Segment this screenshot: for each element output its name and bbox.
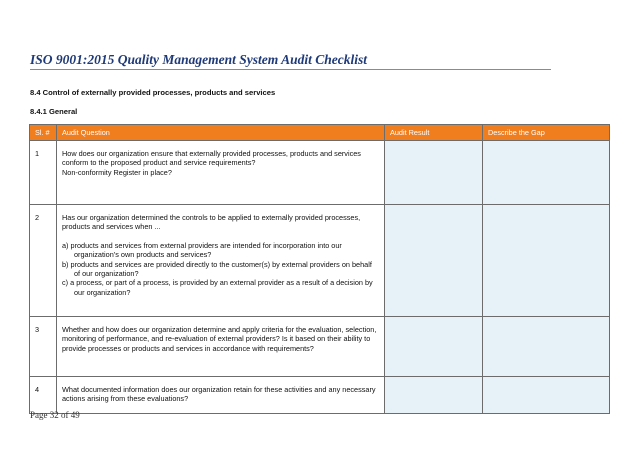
question-text: Non-conformity Register in place? [62, 167, 172, 177]
gap-description-cell[interactable] [483, 205, 610, 317]
table-row [30, 377, 610, 414]
header-describe-gap: Describe the Gap [483, 125, 610, 141]
title-divider [30, 69, 551, 70]
audit-result-cell[interactable] [385, 377, 483, 414]
audit-question-cell [57, 205, 385, 317]
audit-result-cell[interactable] [385, 141, 483, 205]
audit-question-cell: What documented information does our organization retain for these activities and any necessary actions arising from these evaluations? [57, 377, 385, 414]
question-text: Has our organization determined the controls to be applied to externally provided processes, products and services when ... [62, 213, 361, 232]
table-header-row [30, 125, 610, 141]
audit-result-cell[interactable] [385, 205, 483, 317]
audit-question-cell [57, 141, 385, 205]
gap-description-cell[interactable] [483, 141, 610, 205]
subsection-heading: 8.4.1 General [30, 107, 78, 116]
row-number: 2 [30, 205, 57, 317]
header-audit-result: Audit Result [385, 125, 483, 141]
header-serial-number: Sl. # [30, 125, 57, 141]
list-item: b) products and services are provided directly to the customer(s) by external providers on behalf of our organization? [62, 259, 372, 279]
question-text: How does our organization ensure that externally provided processes, products and services conform to the proposed product and service requirements? [62, 149, 361, 168]
paragraph-spacer [62, 232, 379, 241]
row-number: 4 [30, 377, 57, 414]
section-heading: 8.4 Control of externally provided processes, products and services [30, 88, 276, 97]
row-number: 1 [30, 141, 57, 205]
row-number: 3 [30, 317, 57, 377]
document-title: ISO 9001:2015 Quality Management System Audit Checklist [30, 52, 368, 67]
page-number: Page 32 of 49 [30, 410, 80, 420]
table-row [30, 141, 610, 205]
gap-description-cell[interactable] [483, 317, 610, 377]
list-item: a) products and services from external providers are intended for incorporation into our organization’s own products and services? [62, 240, 342, 260]
header-audit-question: Audit Question [57, 125, 385, 141]
gap-description-cell[interactable] [483, 377, 610, 414]
table-row [30, 205, 610, 317]
audit-result-cell[interactable] [385, 317, 483, 377]
list-item: c) a process, or part of a process, is provided by an external provider as a result of a decision by our organization? [62, 278, 373, 297]
table-row [30, 317, 610, 377]
audit-question-cell: Whether and how does our organization determine and apply criteria for the evaluation, selection, monitoring of performance, and re-evaluation of external providers? Is it based on their ability to provide processes or products and services in accordance with requirements? [57, 317, 385, 377]
audit-checklist-table [29, 124, 610, 414]
